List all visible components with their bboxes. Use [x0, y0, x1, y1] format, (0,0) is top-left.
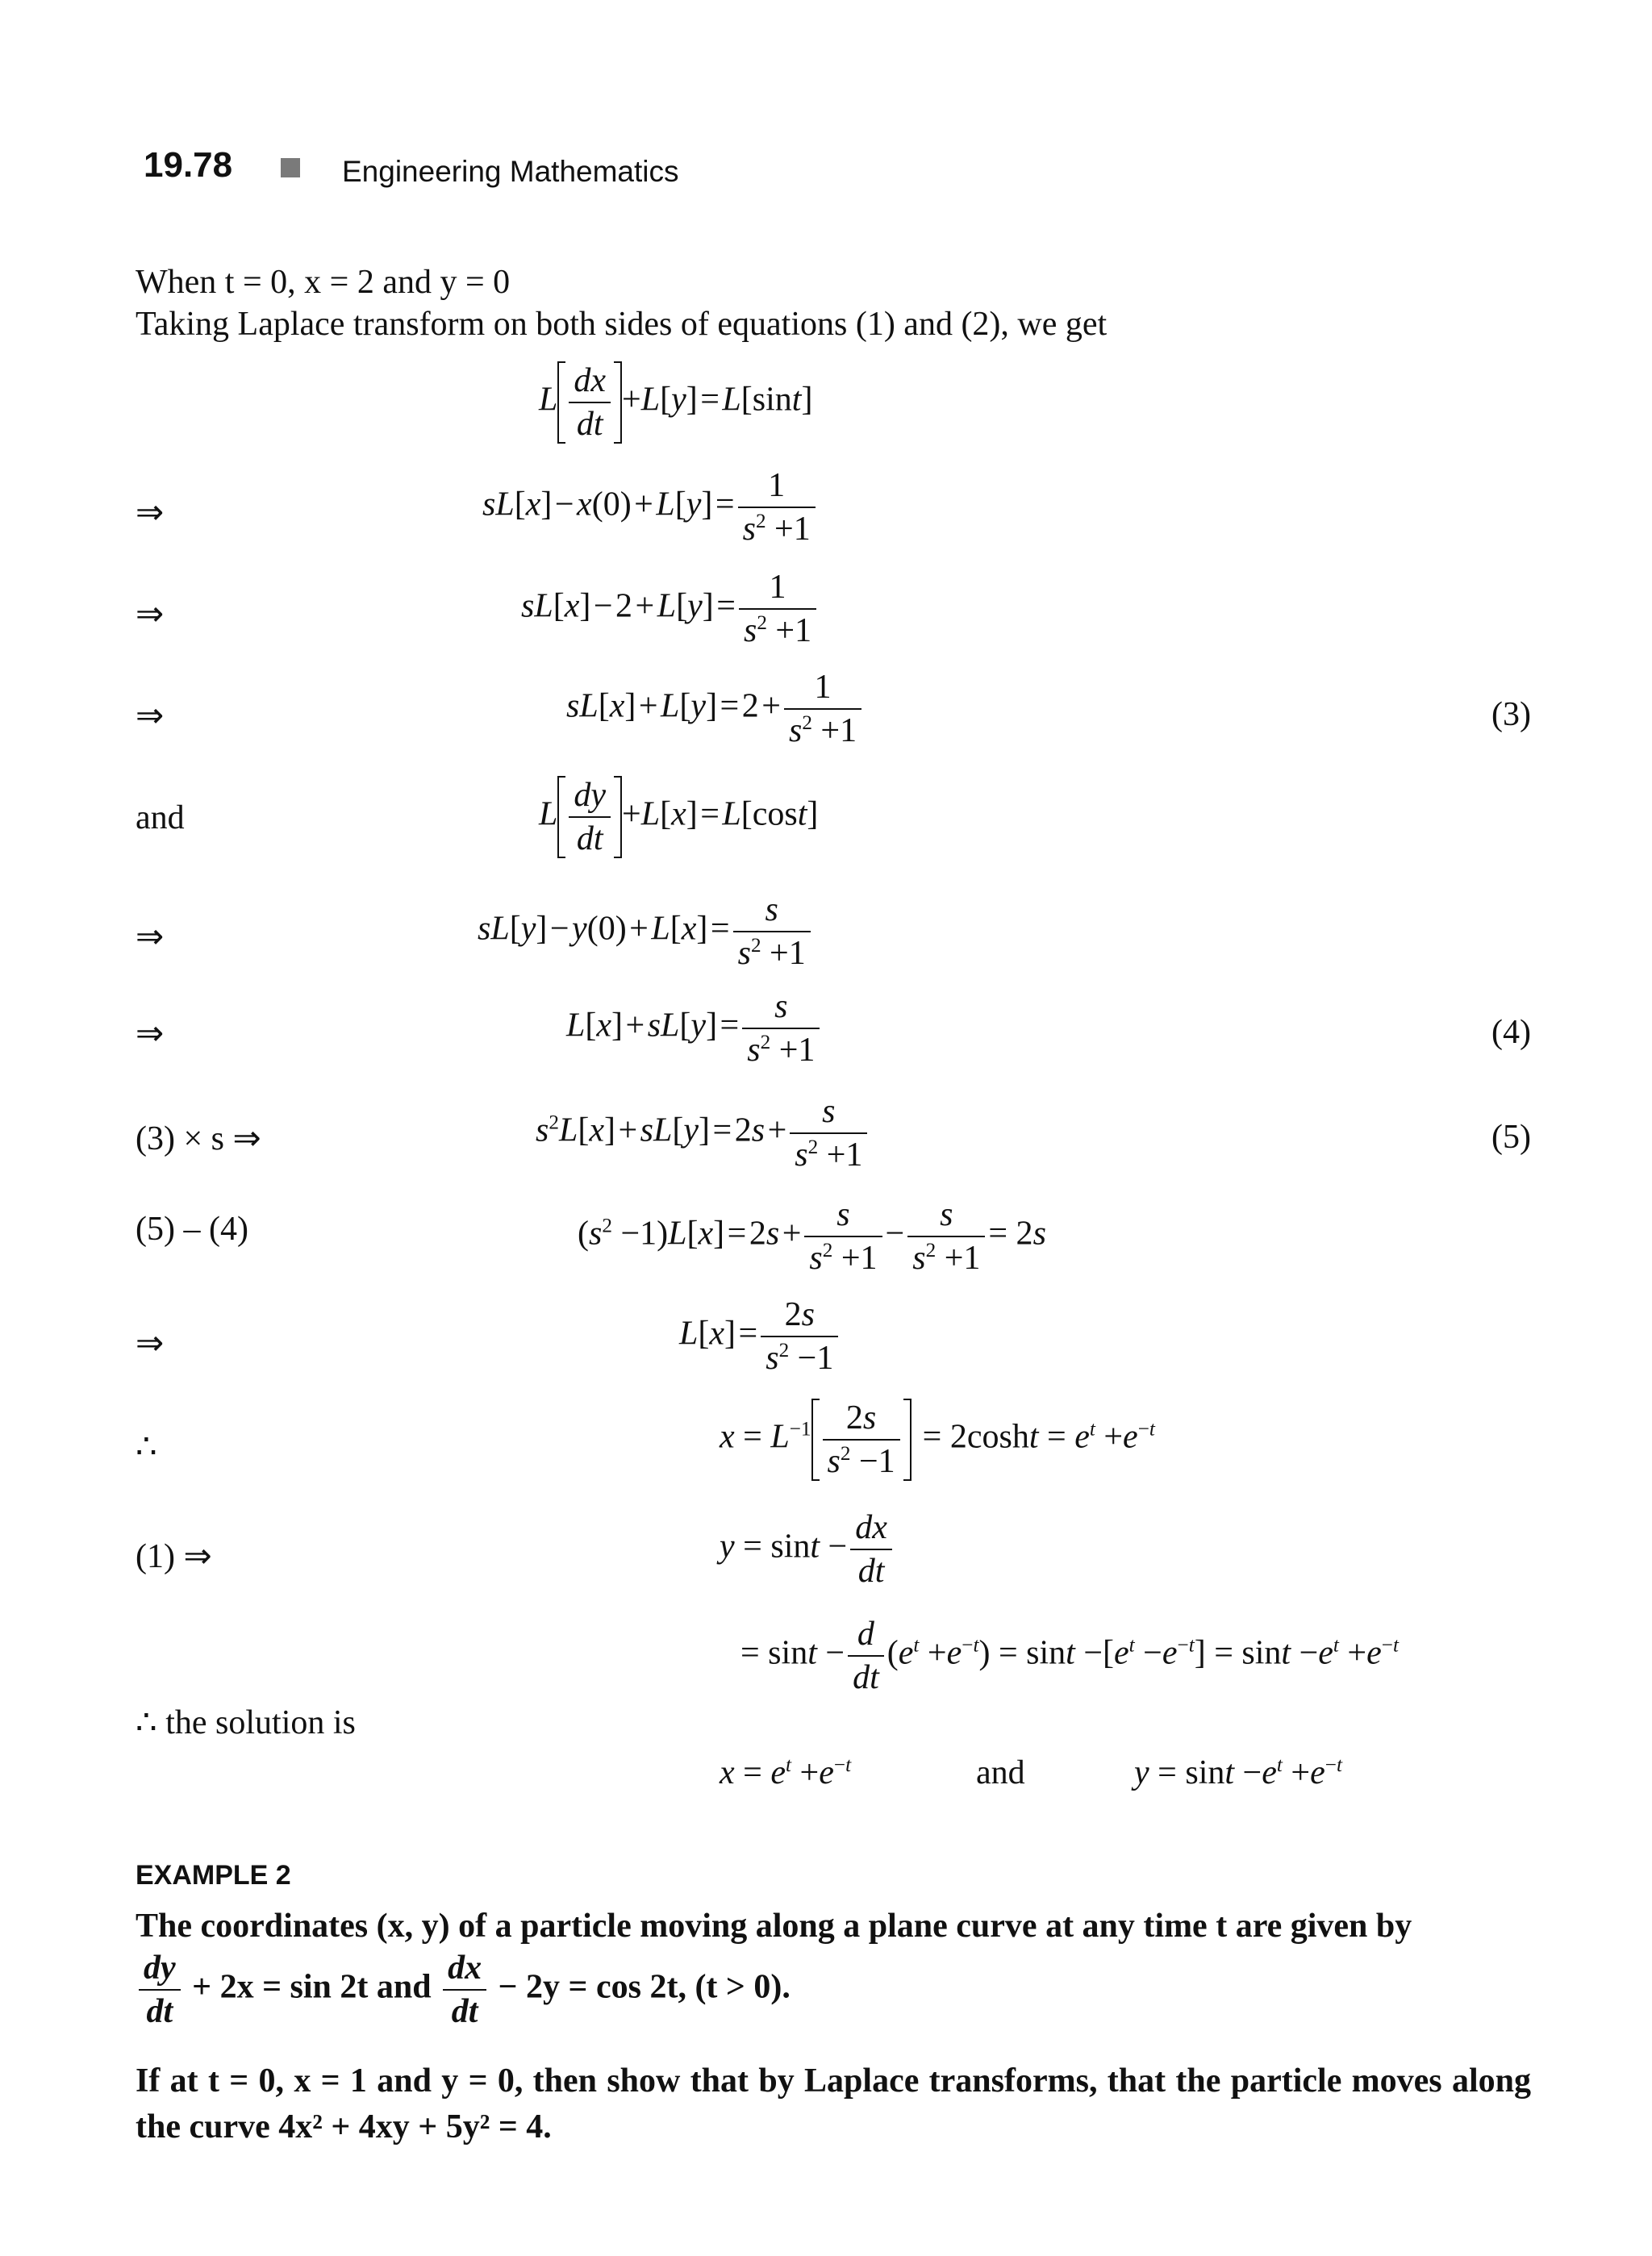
final-and: and [976, 1754, 1025, 1791]
equation-step-3: sL[y] − y(0) + L[x] = $\frac{s}{s^2 +1}$ [478, 892, 814, 971]
implies-symbol: ⇒ [136, 1015, 165, 1053]
equation-number-5: (5) [1491, 1119, 1531, 1156]
page-number: 19.78 [144, 145, 233, 185]
header-square-icon [281, 158, 300, 177]
example-text-3: − 2y = cos 2t, (t > 0). [498, 1968, 791, 2006]
example-equations: $\frac{dy}{dt}$ + 2x = sin 2t and $\frac{dx}{dt}$ − 2y = cos 2t, (t > 0). [136, 1950, 791, 2029]
example-text-2: + 2x = sin 2t and [192, 1968, 432, 2006]
intro-line-1: When t = 0, x = 2 and y = 0 [136, 264, 511, 301]
example-text-1: The coordinates (x, y) of a particle moving along a plane curve at any time t are given by [136, 1908, 1412, 1945]
equation-y-2: = sint − $\frac{d}{dt}$ $(e^t +e^{-t}) = \sin t -[e^t -e^{-t}] = \sin t -e^t +e^{-t}$ [740, 1616, 1399, 1697]
final-y: $y = \sin t -e^t +e^{-t}$ [1134, 1754, 1342, 1791]
equation-x-solution: $x = L^{-1}$ $\frac{2s}{s^2 -1}$ = $2\cosh t = e^t +e^{-t}$ [720, 1399, 1155, 1481]
equation-3: sL[x] + L[y] = 2 + $\frac{1}{s^2 +1}$ [566, 669, 865, 749]
equation-step-1: sL[x] − x(0) + L[y] = $\frac{1}{s^2 +1}$ [482, 468, 819, 547]
book-title: Engineering Mathematics [342, 155, 679, 188]
equation-y-1: y = sint − $\frac{dx}{dt}$ [720, 1510, 895, 1589]
intro-line-2: Taking Laplace transform on both sides of equations (1) and (2), we get [136, 306, 1108, 343]
equation-laplace-1: L $\frac{dx}{dt}$ +L[y] = L[sint] [539, 362, 813, 444]
equation-laplace-2: L $\frac{dy}{dt}$ +L[x] = L[cost] [539, 777, 819, 858]
equation-step-2: sL[x] − 2 + L[y] = $\frac{1}{s^2 +1}$ [521, 569, 820, 648]
equation-number-3: (3) [1491, 696, 1531, 733]
five-minus-four-label: (5) – (4) [136, 1211, 248, 1248]
one-implies-label: (1) ⇒ [136, 1538, 212, 1575]
equation-number-4: (4) [1491, 1014, 1531, 1051]
implies-symbol: ⇒ [136, 494, 165, 532]
three-times-s-label: (3) × s ⇒ [136, 1120, 261, 1157]
equation-4: L[x] + sL[y] = $\frac{s}{s^2 +1}$ [566, 989, 823, 1068]
implies-symbol: ⇒ [136, 596, 165, 633]
therefore-symbol: ∴ [136, 1428, 157, 1466]
example-heading: EXAMPLE 2 [136, 1860, 291, 1891]
solution-label: ∴ the solution is [136, 1704, 356, 1741]
equation-5: $s^2L[x]$ + sL[y] = 2s + $\frac{s}{s^2 +1}$ [536, 1094, 870, 1173]
implies-symbol: ⇒ [136, 1325, 165, 1362]
equation-subtract: $(s^2 -1)L[x]$ = 2s + $\frac{s}{s^2 +1}$ − $\frac{s}{s^2 +1}$ = 2s [578, 1196, 1046, 1278]
implies-symbol: ⇒ [136, 698, 165, 735]
equation-lx: L[x] = $\frac{2s}{s^2 -1}$ [679, 1297, 841, 1376]
final-x: $x = e^t +e^{-t}$ [720, 1754, 852, 1791]
implies-symbol: ⇒ [136, 919, 165, 956]
example-text-4: If at t = 0, x = 1 and y = 0, then show that by Laplace transforms, that the particle moves along the curve 4x² + 4xy + 5y² = 4. [136, 2062, 1531, 2145]
and-label: and [136, 799, 185, 836]
